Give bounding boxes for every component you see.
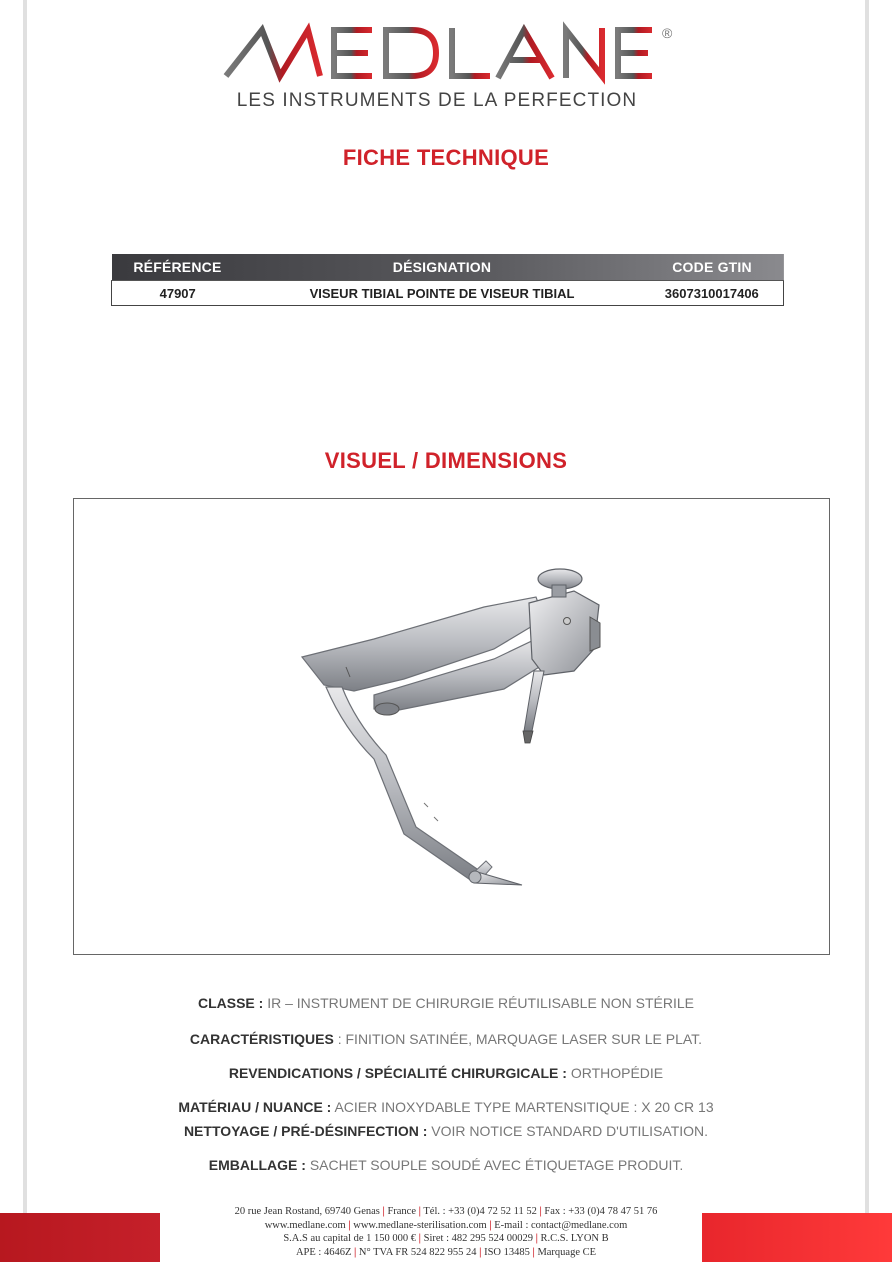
footer-capital: S.A.S au capital de 1 150 000 € xyxy=(283,1233,417,1244)
footer-red-bar-left xyxy=(0,1213,160,1262)
reference-table xyxy=(111,254,784,306)
registered-mark: ® xyxy=(662,25,673,41)
footer-email-link[interactable]: E-mail : contact@medlane.com xyxy=(494,1219,628,1231)
spec-value: IR – INSTRUMENT DE CHIRURGIE RÉUTILISABLE NON STÉRILE xyxy=(263,995,695,1011)
cell-designation: VISEUR TIBIAL POINTE DE VISEUR TIBIAL xyxy=(243,281,640,306)
medlane-wordmark xyxy=(222,18,682,88)
footer-siret: Siret : 482 295 524 00029 xyxy=(423,1233,533,1244)
spec-value: VOIR NOTICE STANDARD D'UTILISATION. xyxy=(427,1123,709,1139)
spec-nettoyage xyxy=(0,1123,892,1139)
spec-label: MATÉRIAU / NUANCE : xyxy=(178,1099,332,1115)
spec-revendications xyxy=(0,1065,892,1081)
footer-iso: ISO 13485 xyxy=(484,1246,530,1258)
spec-classe xyxy=(0,995,892,1011)
table-row xyxy=(112,281,784,306)
cell-reference: 47907 xyxy=(112,281,244,306)
surgical-instrument-image xyxy=(74,499,831,956)
table-header-row xyxy=(112,254,784,281)
visual-frame xyxy=(73,498,830,955)
title-visuel-dimensions: VISUEL / DIMENSIONS xyxy=(324,448,568,473)
footer-contact xyxy=(160,1205,732,1259)
brand-tagline: LES INSTRUMENTS DE LA PERFECTION xyxy=(236,90,638,111)
spec-caracteristiques xyxy=(0,1031,892,1047)
footer-website-link[interactable]: www.medlane.com xyxy=(264,1219,346,1231)
footer-tva: N° TVA FR 524 822 955 24 xyxy=(358,1246,477,1258)
footer-sterilisation-link[interactable]: www.medlane-sterilisation.com xyxy=(353,1219,487,1231)
spec-materiau xyxy=(0,1099,892,1115)
brand-logo xyxy=(222,18,682,118)
spec-emballage xyxy=(0,1157,892,1173)
header-code-gtin: CODE GTIN xyxy=(672,259,752,275)
footer-line-address: 20 rue Jean Rostand, 69740 Genas | France | Tél. : +33 (0)4 72 52 11 52 | Fax : +33 (0)4 78 47 51 76 xyxy=(234,1206,658,1217)
footer-address: 20 rue Jean Rostand, 69740 Genas xyxy=(234,1206,380,1217)
footer-line-company: S.A.S au capital de 1 150 000 € | Siret : 482 295 524 00029 | R.C.S. LYON B xyxy=(283,1233,609,1244)
header-reference: RÉFÉRENCE xyxy=(133,259,222,275)
footer-line-legal: APE : 4646Z | N° TVA FR 524 822 955 24 | ISO 13485 | Marquage CE xyxy=(295,1246,597,1258)
footer-rcs: R.C.S. LYON B xyxy=(540,1233,609,1244)
spec-value: : FINITION SATINÉE, MARQUAGE LASER SUR LE PLAT. xyxy=(333,1031,703,1047)
footer-line-web: www.medlane.com | www.medlane-sterilisation.com | E-mail : contact@medlane.com xyxy=(264,1219,628,1231)
footer-fax: Fax : +33 (0)4 78 47 51 76 xyxy=(544,1206,658,1217)
spec-value: ACIER INOXYDABLE TYPE MARTENSITIQUE : X 20 CR 13 xyxy=(331,1099,714,1115)
footer-phone: Tél. : +33 (0)4 72 52 11 52 xyxy=(423,1206,537,1217)
header-designation: DÉSIGNATION xyxy=(392,259,492,275)
spec-value: ORTHOPÉDIE xyxy=(566,1065,664,1081)
footer-ce-mark: Marquage CE xyxy=(537,1246,597,1258)
spec-label: NETTOYAGE / PRÉ-DÉSINFECTION : xyxy=(183,1123,428,1139)
spec-label: CLASSE : xyxy=(197,995,264,1011)
footer-country: France xyxy=(387,1206,417,1217)
title-fiche-technique: FICHE TECHNIQUE xyxy=(342,145,550,170)
cell-code-gtin: 3607310017406 xyxy=(641,281,784,306)
spec-value: SACHET SOUPLE SOUDÉ AVEC ÉTIQUETAGE PRODUIT. xyxy=(305,1157,684,1173)
spec-label: REVENDICATIONS / SPÉCIALITÉ CHIRURGICALE : xyxy=(228,1065,567,1081)
footer-ape: APE : 4646Z xyxy=(295,1246,352,1258)
spec-label: CARACTÉRISTIQUES xyxy=(189,1031,334,1047)
spec-label: EMBALLAGE : xyxy=(208,1157,306,1173)
